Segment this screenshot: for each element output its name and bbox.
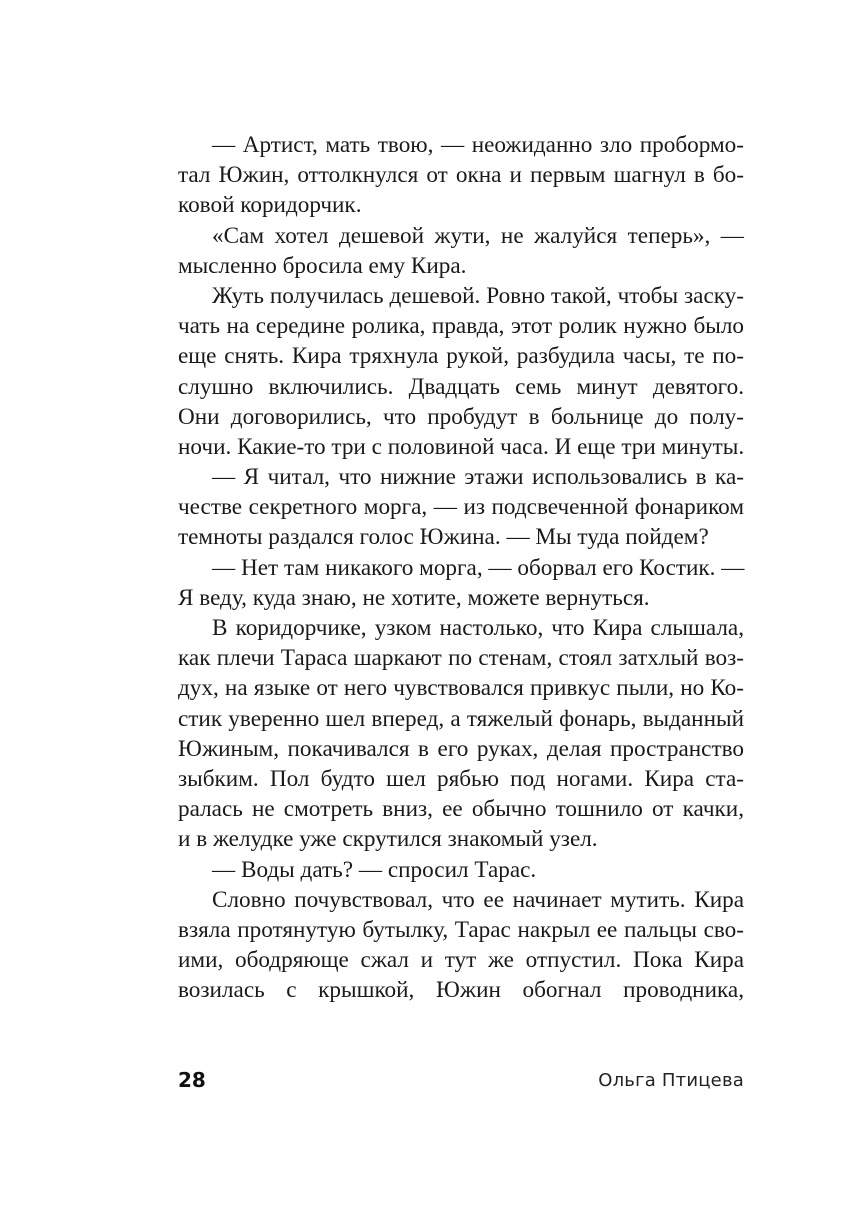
- text-line: честве секретного морга, — из подсвеченной фонариком: [178, 494, 744, 521]
- text-line: Словно почувствовал, что ее начинает мутить. Кира: [212, 886, 744, 913]
- text-line: дух, на языке от него чувствовался привкус пыли, но Ко-: [178, 675, 744, 702]
- text-line: зыбким. Пол будто шел рябью под ногами. Кира ста-: [178, 765, 744, 792]
- text-line: как плечи Тараса шаркают по стенам, стоял затхлый воз-: [178, 645, 744, 672]
- text-line: «Сам хотел дешевой жути, не жалуйся теперь», —: [212, 222, 744, 249]
- text-line: Жуть получилась дешевой. Ровно такой, чтобы заску-: [212, 282, 744, 309]
- text-line: ралась не смотреть вниз, ее обычно тошнило от качки,: [178, 796, 744, 823]
- text-line: — Артист, мать твою, — неожиданно зло пробормо-: [212, 132, 744, 158]
- text-line: стик уверенно шел вперед, а тяжелый фонарь, выданный: [178, 705, 744, 732]
- body-text: [178, 130, 744, 1005]
- text-line: В коридорчике, узком настолько, что Кира слышала,: [212, 615, 744, 641]
- text-line: — Нет там никакого морга, — оборвал его Костик. —: [212, 554, 745, 581]
- text-line: ими, ободряюще сжал и тут же отпустил. Пока Кира: [178, 947, 744, 974]
- page-footer: [178, 1068, 744, 1098]
- text-line: чать на середине ролика, правда, этот ролик нужно было: [178, 313, 744, 340]
- text-line: слушно включились. Двадцать семь минут девятого.: [178, 373, 744, 400]
- text-line: ковой коридорчик.: [178, 192, 362, 219]
- text-line: еще снять. Кира тряхнула рукой, разбудила часы, те по-: [178, 343, 744, 370]
- text-line: — Я читал, что нижние этажи использовались в ка-: [212, 464, 744, 491]
- text-line: темноты раздался голос Южина. — Мы туда пойдем?: [178, 524, 709, 551]
- text-line: взяла протянутую бутылку, Тарас накрыл ее пальцы сво-: [178, 916, 744, 943]
- text-line: Южиным, покачивался в его руках, делая пространство: [178, 735, 744, 762]
- text-line: Они договорились, что пробудут в больнице до полу-: [178, 403, 744, 430]
- text-line: — Воды дать? — спросил Тарас.: [212, 856, 537, 883]
- running-footer-author: Ольга Птицева: [598, 1070, 744, 1091]
- text-line: и в желудке уже скрутился знакомый узел.: [178, 826, 598, 853]
- text-line: ночи. Какие-то три с половиной часа. И еще три минуты.: [178, 433, 745, 460]
- text-line: тал Южин, оттолкнулся от окна и первым шагнул в бо-: [178, 162, 744, 189]
- page-number: 28: [178, 1068, 206, 1092]
- text-line: мысленно бросила ему Кира.: [178, 252, 467, 279]
- text-line: возилась с крышкой, Южин обогнал проводника,: [178, 977, 744, 1004]
- text-line: Я веду, куда знаю, не хотите, можете вернуться.: [178, 584, 650, 611]
